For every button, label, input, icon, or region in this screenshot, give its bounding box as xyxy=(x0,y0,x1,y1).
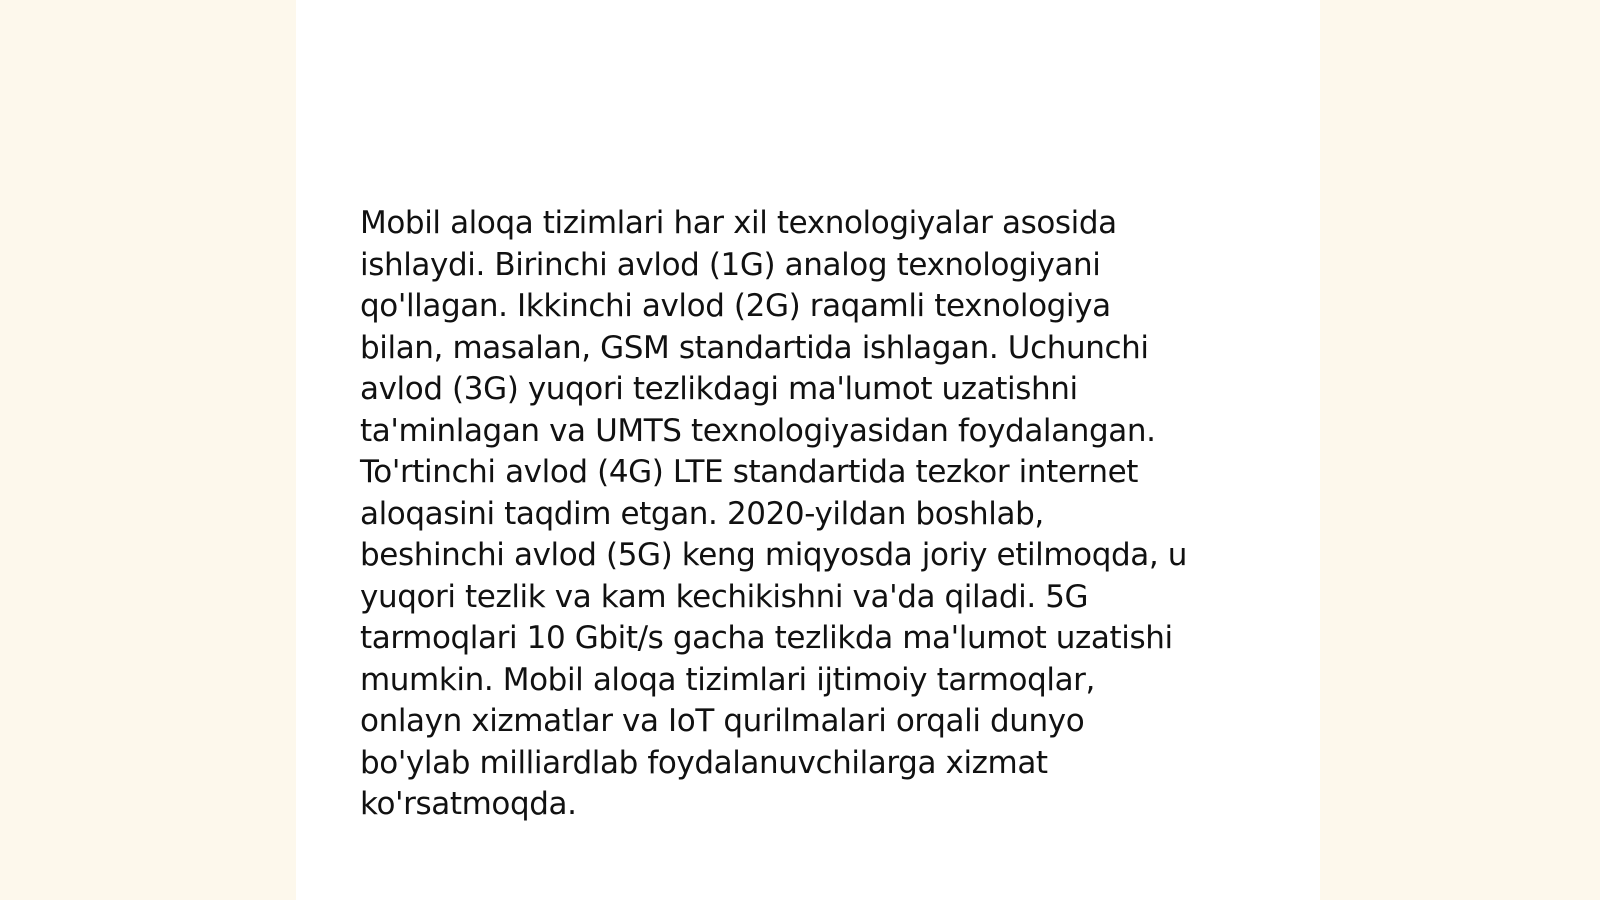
body-paragraph: Mobil aloqa tizimlari har xil texnologiyalar asosida ishlaydi. Birinchi avlod (1G) analog texnologiyani qo'llagan. Ikkinchi avlod (2G) raqamli texnologiya bilan, masalan, GSM standartida ishlagan. Uchunchi avlod (3G) yuqori tezlikdagi ma'lumot uzatishni ta'minlagan va UMTS texnologiyasidan foydalangan. To'rtinchi avlod (4G) LTE standartida tezkor internet aloqasini taqdim etgan. 2020-yildan boshlab, beshinchi avlod (5G) keng miqyosda joriy etilmoqda, u yuqori tezlik va kam kechikishni va'da qiladi. 5G tarmoqlari 10 Gbit/s gacha tezlikda ma'lumot uzatishi mumkin. Mobil aloqa tizimlari ijtimoiy tarmoqlar, onlayn xizmatlar va IoT qurilmalari orqali dunyo bo'ylab milliardlab foydalanuvchilarga xizmat ko'rsatmoqda. xyxy=(360,205,1188,822)
document-page xyxy=(296,0,1320,900)
